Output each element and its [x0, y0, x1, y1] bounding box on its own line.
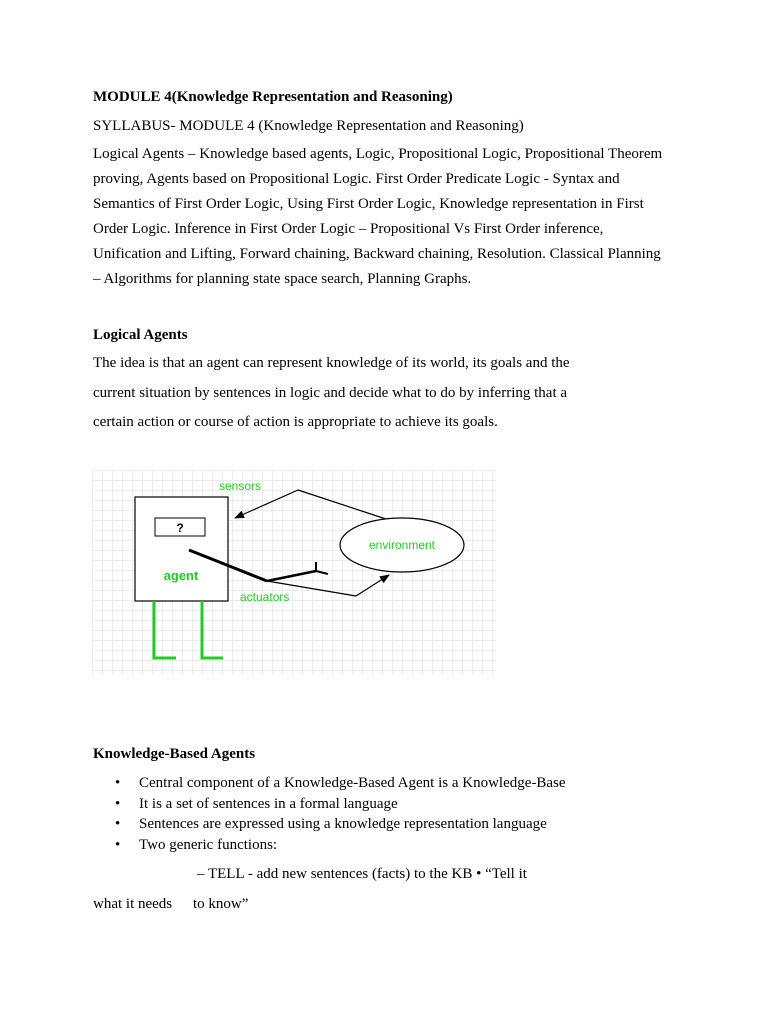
bullet-symbol: • [115, 795, 121, 812]
bullet-symbol: • [115, 816, 121, 832]
logical-agents-line: The idea is that an agent can represent knowledge of its world, its goals and the [93, 355, 570, 371]
logical-agents-line: current situation by sentences in logic and decide what to do by inferring that a [93, 385, 568, 401]
syllabus-line: proving, Agents based on Propositional Logic. First Order Predicate Logic - Syntax and [93, 171, 620, 187]
syllabus-line: Logical Agents – Knowledge based agents, Logic, Propositional Logic, Propositional Theorem [93, 146, 663, 162]
list-item [93, 794, 566, 815]
question-mark: ? [176, 521, 184, 535]
list-item [93, 814, 566, 835]
syllabus-line: Order Logic. Inference in First Order Logic – Propositional Vs First Order inference, [93, 221, 604, 237]
agent-left-leg [154, 601, 176, 658]
agent-label: agent [163, 568, 199, 583]
actuators-label: actuators [240, 590, 290, 604]
list-item [93, 773, 566, 794]
sensors-label: sensors [219, 479, 262, 493]
knowledge-based-agents-heading: Knowledge-Based Agents [93, 746, 256, 762]
module-title: MODULE 4(Knowledge Representation and Reasoning) [93, 89, 453, 105]
syllabus-line: Unification and Lifting, Forward chaining, Backward chaining, Resolution. Classical Planning [93, 246, 661, 262]
bullet-symbol: • [115, 775, 121, 791]
agent-right-leg [202, 601, 223, 658]
actuators-arrow [356, 575, 389, 596]
syllabus-title: SYLLABUS- MODULE 4 (Knowledge Representation and Reasoning) [93, 118, 524, 134]
agent-environment-diagram [92, 470, 496, 675]
list-item-text: Two generic functions: [139, 836, 278, 853]
agent-box [135, 497, 228, 601]
bullet-symbol: • [115, 836, 121, 853]
sensors-arrow [235, 490, 298, 518]
list-item-text: It is a set of sentences in a formal language [139, 795, 398, 812]
actuator-rod [267, 571, 316, 581]
syllabus-line: – Algorithms for planning state space search, Planning Graphs. [93, 271, 472, 287]
actuator-fork-branch [316, 571, 328, 574]
tell-continuation-b: to know” [193, 896, 249, 912]
sensors-line [298, 490, 389, 520]
knowledge-based-agents-list [93, 773, 566, 855]
tell-continuation-a: what it needs [93, 896, 173, 912]
list-item-text: Central component of a Knowledge-Based Agent is a Knowledge-Base [139, 775, 566, 791]
list-item [93, 835, 566, 856]
syllabus-line: Semantics of First Order Logic, Using First Order Logic, Knowledge representation in First [93, 196, 644, 212]
syllabus-paragraph [93, 142, 675, 292]
logical-agents-line: certain action or course of action is appropriate to achieve its goals. [93, 414, 498, 430]
logical-agents-heading: Logical Agents [93, 327, 188, 343]
tell-function-line: – TELL - add new sentences (facts) to the KB • “Tell it [197, 866, 527, 882]
list-item-text: Sentences are expressed using a knowledge representation language [139, 816, 547, 832]
environment-label: environment [368, 538, 436, 552]
